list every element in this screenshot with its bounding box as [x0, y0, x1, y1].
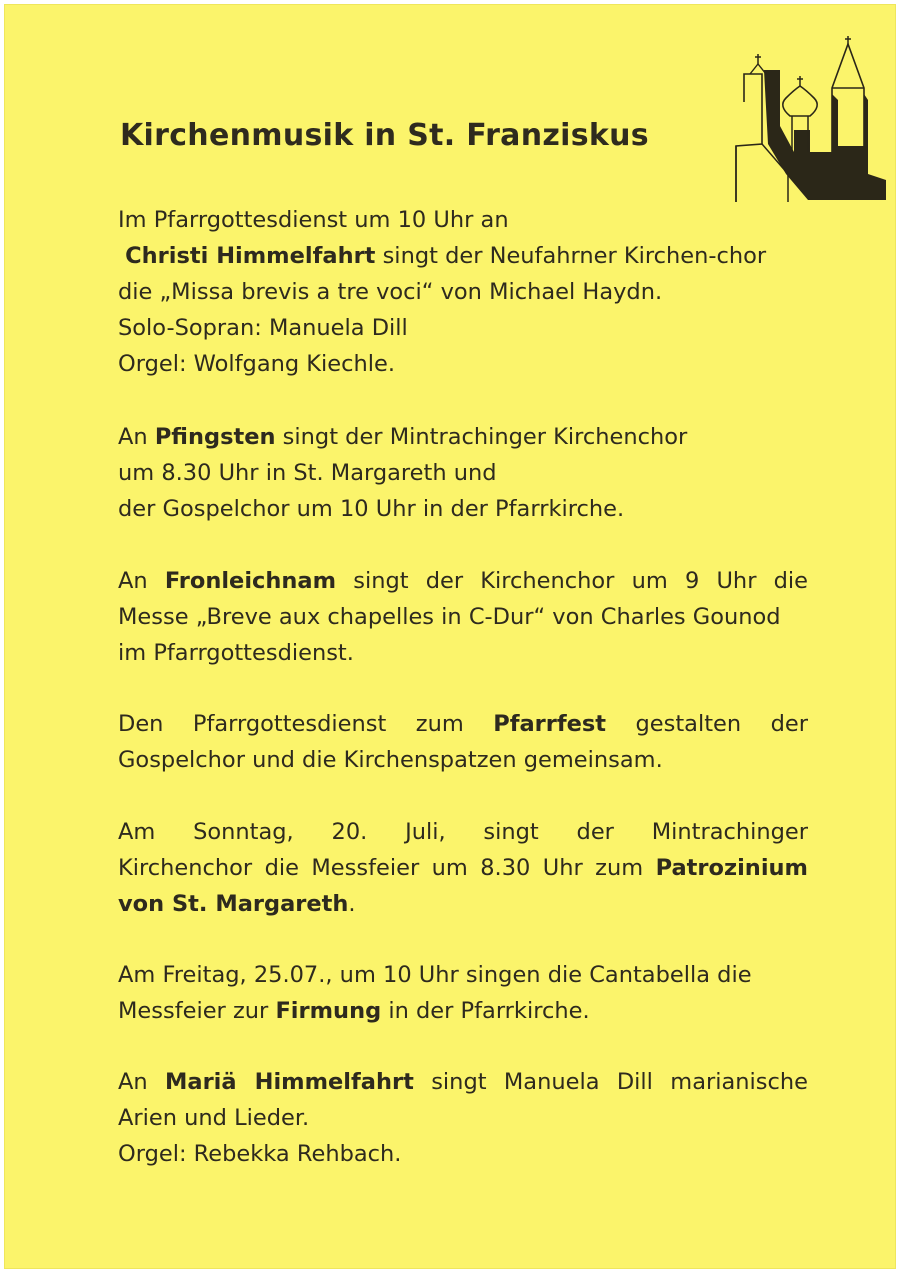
paragraph-pfingsten	[118, 419, 808, 527]
text-line: Solo-Sopran: Manuela Dill	[118, 315, 408, 341]
highlight-st-margareth: von St. Margareth	[118, 891, 349, 917]
text-line: An Fronleichnam singt der Kirchenchor um 9 Uhr die	[118, 568, 808, 594]
text-line: Arien und Lieder.	[118, 1105, 310, 1131]
paragraph-christi-himmelfahrt	[118, 202, 808, 382]
text-line: An Mariä Himmelfahrt singt Manuela Dill marianische	[118, 1069, 808, 1095]
text-line: Christi Himmelfahrt singt der Neufahrner Kirchen-chor	[125, 243, 767, 269]
text-line: Kirchenchor die Messfeier um 8.30 Uhr zum Patrozinium	[118, 855, 808, 881]
text-line: Orgel: Rebekka Rehbach.	[118, 1141, 402, 1167]
text-line: die „Missa brevis a tre voci“ von Michael Haydn.	[118, 279, 663, 305]
text-line: Messfeier zur Firmung in der Pfarrkirche.	[118, 998, 590, 1024]
text-line: Messe „Breve aux chapelles in C-Dur“ von Charles Gounod	[118, 604, 781, 630]
paragraph-firmung	[118, 957, 808, 1029]
text-line: Den Pfarrgottesdienst zum Pfarrfest gestalten der	[118, 711, 808, 737]
page-title: Kirchenmusik in St. Franziskus	[120, 118, 649, 153]
highlight-pfarrfest: Pfarrfest	[493, 711, 607, 737]
highlight-pfingsten: Pfingsten	[154, 424, 276, 450]
paragraph-patrozinium	[118, 814, 808, 922]
text-line: Am Sonntag, 20. Juli, singt der Mintrachinger	[118, 819, 808, 845]
text-line: um 8.30 Uhr in St. Margareth und	[118, 460, 497, 486]
text-line: Orgel: Wolfgang Kiechle.	[118, 351, 396, 377]
text-line: An Pfingsten singt der Mintrachinger Kirchenchor	[118, 424, 688, 450]
text-line: Am Freitag, 25.07., um 10 Uhr singen die Cantabella die	[118, 962, 752, 988]
text-line: Im Pfarrgottesdienst um 10 Uhr an	[118, 207, 509, 233]
text-line: der Gospelchor um 10 Uhr in der Pfarrkirche.	[118, 496, 625, 522]
highlight-patrozinium: Patrozinium	[655, 855, 808, 881]
highlight-fronleichnam: Fronleichnam	[164, 568, 337, 594]
highlight-christi-himmelfahrt: Christi Himmelfahrt	[125, 243, 376, 269]
highlight-firmung: Firmung	[275, 998, 382, 1024]
text-line: im Pfarrgottesdienst.	[118, 640, 354, 666]
paragraph-pfarrfest	[118, 706, 808, 778]
church-silhouette-icon	[728, 34, 888, 206]
paragraph-fronleichnam	[118, 563, 808, 671]
highlight-mariae-himmelfahrt: Mariä Himmelfahrt	[165, 1069, 414, 1095]
text-line: von St. Margareth.	[118, 891, 356, 917]
paragraph-mariae-himmelfahrt	[118, 1064, 808, 1172]
text-line: Gospelchor und die Kirchenspatzen gemeinsam.	[118, 747, 663, 773]
